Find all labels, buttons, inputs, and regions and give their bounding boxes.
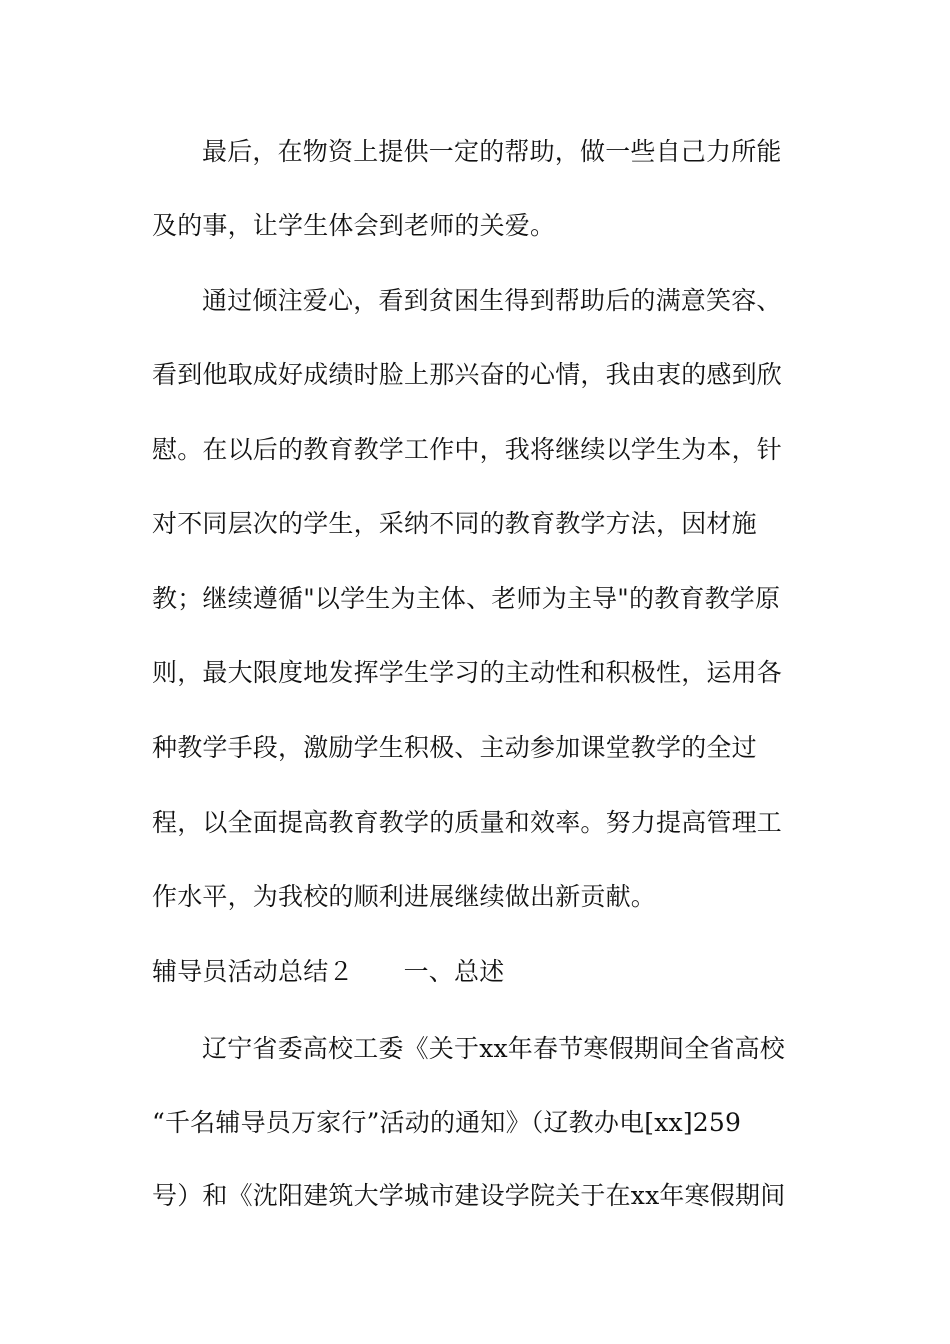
heading-section: 一、总述: [403, 957, 505, 986]
paragraph-line: 对不同层次的学生，采纳不同的教育教学方法，因材施: [152, 509, 757, 538]
paragraph-line: 程，以全面提高教育教学的质量和效率。努力提高管理工: [152, 808, 783, 837]
paragraph-line: 辽宁省委高校工委《关于xx年春节寒假期间全省高校: [202, 1034, 786, 1063]
paragraph-line: 种教学手段，激励学生积极、主动参加课堂教学的全过: [152, 733, 757, 762]
paragraph-line: 则，最大限度地发挥学生学习的主动性和积极性，运用各: [152, 658, 783, 687]
heading-title: 辅导员活动总结２: [152, 957, 354, 986]
paragraph-line: “千名辅导员万家行”活动的通知》（辽教办电[xx]259: [152, 1108, 742, 1137]
paragraph-line: 作水平，为我校的顺利进展继续做出新贡献。: [152, 882, 657, 911]
paragraph-line: 慰。在以后的教育教学工作中，我将继续以学生为本，针: [152, 435, 783, 464]
paragraph-line: 最后，在物资上提供一定的帮助，做一些自己力所能: [202, 137, 782, 166]
paragraph-line: 通过倾注爱心，看到贫困生得到帮助后的满意笑容、: [202, 286, 782, 315]
section-heading: [152, 957, 812, 987]
paragraph-line: 号）和《沈阳建筑大学城市建设学院关于在xx年寒假期间: [152, 1181, 786, 1210]
paragraph-line: 教；继续遵循"以学生为主体、老师为主导"的教育教学原: [152, 584, 781, 613]
paragraph-line: 看到他取成好成绩时脸上那兴奋的心情，我由衷的感到欣: [152, 360, 783, 389]
paragraph-line: 及的事，让学生体会到老师的关爱。: [152, 211, 556, 240]
